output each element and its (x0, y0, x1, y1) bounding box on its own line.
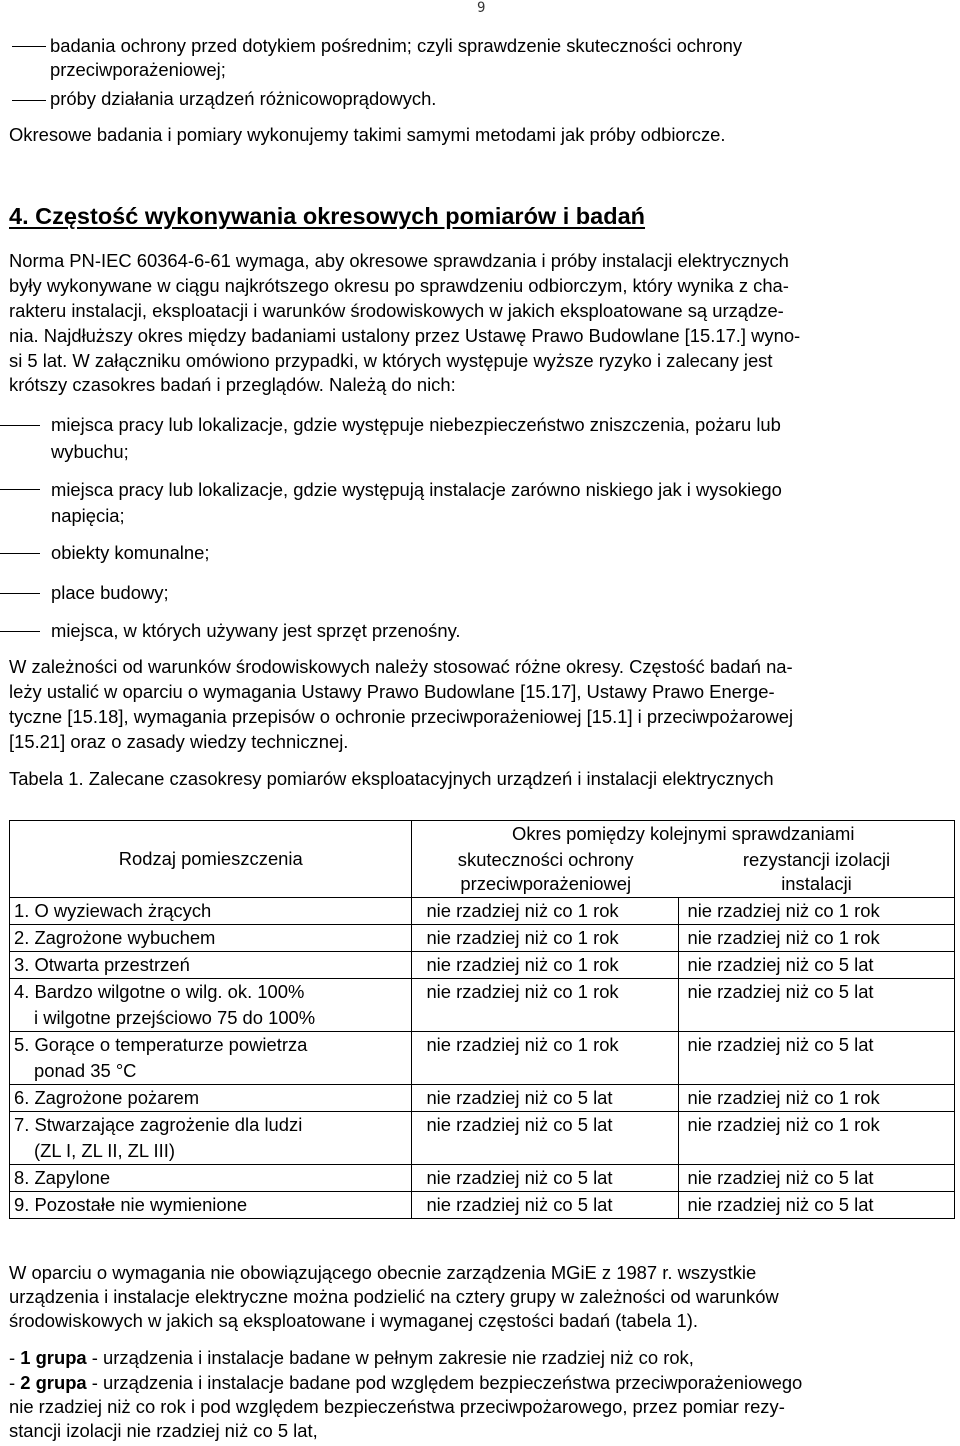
cell-insulation-interval: nie rzadziej niż co 1 rok (679, 925, 955, 952)
paragraph2-line: tyczne [15.18], wymagania przepisów o ochronie przeciwporażeniowej [15.1] i przeciwpożarowej (9, 706, 794, 727)
cell-room-type-line: 9. Pozostałe nie wymienione (14, 1194, 248, 1215)
table-row (10, 1112, 955, 1165)
dash-bullet (12, 100, 46, 101)
group-2-line (9, 1372, 802, 1394)
list-item-3: obiekty komunalne; (51, 542, 210, 563)
dash-bullet (12, 46, 46, 47)
header-interval-group: Okres pomiędzy kolejnymi sprawdzaniami (412, 821, 955, 848)
dash-bullet (0, 593, 40, 594)
cell-room-type (10, 1032, 412, 1085)
intro-sentence: Okresowe badania i pomiary wykonujemy takimi samymi metodami jak próby odbiorcze. (9, 124, 726, 145)
cell-shock-protection-interval: nie rzadziej niż co 1 rok (412, 898, 679, 925)
cell-shock-protection-interval: nie rzadziej niż co 1 rok (412, 979, 679, 1032)
paragraph-line: krótszy czasokres badań i przeglądów. Należą do nich: (9, 374, 456, 395)
header-insulation-resistance (679, 848, 955, 898)
closing-line: W oparciu o wymagania nie obowiązującego obecnie zarządzenia MGiE z 1987 r. wszystkie (9, 1262, 757, 1283)
header-insulation-line-1: rezystancji izolacji (742, 849, 891, 871)
cell-shock-protection-interval: nie rzadziej niż co 5 lat (412, 1192, 679, 1219)
cell-room-type (10, 1112, 412, 1165)
table-row (10, 898, 955, 925)
paragraph-line: si 5 lat. W załączniku omówiono przypadki, w których występuje wyższe ryzyko i zalecany jest (9, 350, 773, 371)
table-caption: Tabela 1. Zalecane czasokresy pomiarów eksploatacyjnych urządzeń i instalacji elektrycznych (9, 768, 774, 789)
paragraph-line: były wykonywane w ciągu najkrótszego okresu po sprawdzeniu odbiorczym, który wynika z cha- (9, 275, 789, 296)
group-2-continuation: stancji izolacji nie rzadziej niż co 5 lat, (9, 1420, 318, 1441)
cell-insulation-interval: nie rzadziej niż co 1 rok (679, 898, 955, 925)
section-heading: 4. Częstość wykonywania okresowych pomiarów i badań (9, 203, 646, 229)
dash-bullet (0, 489, 40, 490)
paragraph-line: Norma PN-IEC 60364-6-61 wymaga, aby okresowe sprawdzania i próby instalacji elektrycznych (9, 250, 789, 271)
group-1-label: 1 grupa (20, 1347, 87, 1368)
cell-insulation-interval: nie rzadziej niż co 5 lat (679, 1032, 955, 1085)
cell-shock-protection-interval: nie rzadziej niż co 5 lat (412, 1085, 679, 1112)
cell-insulation-interval: nie rzadziej niż co 5 lat (679, 1165, 955, 1192)
header-shock-protection (412, 848, 679, 898)
header-room-type: Rodzaj pomieszczenia (10, 821, 412, 898)
cell-room-type (10, 1192, 412, 1219)
list-item-4: place budowy; (51, 582, 169, 603)
cell-room-type-line: ponad 35 °C (34, 1060, 137, 1081)
table-row (10, 952, 955, 979)
cell-room-type (10, 1085, 412, 1112)
closing-line: środowiskowych w jakich są eksploatowane i wymaganej częstości badań (tabela 1). (9, 1310, 698, 1331)
table-row (10, 1192, 955, 1219)
intro-bullet-1-line-1: badania ochrony przed dotykiem pośrednim; czyli sprawdzenie skuteczności ochrony (50, 35, 743, 56)
group-1-line (9, 1347, 694, 1369)
cell-shock-protection-interval: nie rzadziej niż co 1 rok (412, 925, 679, 952)
cell-insulation-interval: nie rzadziej niż co 1 rok (679, 1112, 955, 1165)
header-insulation-line-2: instalacji (781, 873, 852, 895)
list-item-5: miejsca, w których używany jest sprzęt przenośny. (51, 620, 461, 641)
header-shock-protection-line-2: przeciwporażeniowej (460, 873, 632, 895)
cell-shock-protection-interval: nie rzadziej niż co 5 lat (412, 1165, 679, 1192)
group-1-prefix: - (9, 1347, 21, 1368)
cell-shock-protection-interval: nie rzadziej niż co 1 rok (412, 952, 679, 979)
intro-bullet-1-line-2: przeciwporażeniowej; (50, 59, 226, 80)
paragraph2-line: leży ustalić w oparciu o wymagania Ustawy Prawo Budowlane [15.17], Ustawy Prawo Energe- (9, 681, 775, 702)
group-2-text: - urządzenia i instalacje badane pod względem bezpieczeństwa przeciwporażeniowego (86, 1372, 803, 1393)
table-row (10, 979, 955, 1032)
dash-bullet (0, 631, 40, 632)
table-row (10, 925, 955, 952)
group-2-continuation: nie rzadziej niż co rok i pod względem bezpieczeństwa przeciwpożarowego, przez pomiar rezy- (9, 1396, 785, 1417)
cell-room-type-line: 1. O wyziewach żrących (14, 900, 212, 921)
cell-room-type-line: 5. Gorące o temperaturze powietrza (14, 1034, 308, 1055)
intervals-table (9, 820, 955, 1219)
cell-insulation-interval: nie rzadziej niż co 1 rok (679, 1085, 955, 1112)
group-2-label: 2 grupa (20, 1372, 87, 1393)
list-item-1-line-2: wybuchu; (51, 441, 129, 462)
dash-bullet (0, 425, 40, 426)
list-item-2-line-1: miejsca pracy lub lokalizacje, gdzie występują instalacje zarówno niskiego jak i wysokiego (51, 479, 782, 500)
table-row (10, 1032, 955, 1085)
cell-room-type-line: 8. Zapylone (14, 1167, 111, 1188)
intro-bullet-2-line-1: próby działania urządzeń różnicowoprądowych. (50, 88, 437, 109)
group-2-prefix: - (9, 1372, 21, 1393)
closing-line: urządzenia i instalacje elektryczne można podzielić na cztery grupy w zależności od warunków (9, 1286, 779, 1307)
cell-insulation-interval: nie rzadziej niż co 5 lat (679, 1192, 955, 1219)
list-item-1-line-1: miejsca pracy lub lokalizacje, gdzie występuje niebezpieczeństwo zniszczenia, pożaru lub (51, 414, 781, 435)
group-1-text: - urządzenia i instalacje badane w pełnym zakresie nie rzadziej niż co rok, (86, 1347, 694, 1368)
list-item-2-line-2: napięcia; (51, 505, 125, 526)
cell-room-type-line: 6. Zagrożone pożarem (14, 1087, 200, 1108)
cell-room-type-line: i wilgotne przejściowo 75 do 100% (34, 1007, 316, 1028)
cell-room-type (10, 979, 412, 1032)
cell-insulation-interval: nie rzadziej niż co 5 lat (679, 952, 955, 979)
cell-shock-protection-interval: nie rzadziej niż co 1 rok (412, 1032, 679, 1085)
table-row (10, 1165, 955, 1192)
cell-room-type (10, 1165, 412, 1192)
paragraph-line: rakteru instalacji, eksploatacji i warunków środowiskowych w jakich eksploatowane są urządze- (9, 300, 784, 321)
paragraph2-line: [15.21] oraz o zasady wiedzy technicznej. (9, 731, 349, 752)
header-shock-protection-line-1: skuteczności ochrony (457, 849, 634, 871)
cell-shock-protection-interval: nie rzadziej niż co 5 lat (412, 1112, 679, 1165)
cell-room-type-line: 3. Otwarta przestrzeń (14, 954, 190, 975)
cell-room-type-line: 7. Stwarzające zagrożenie dla ludzi (14, 1114, 303, 1135)
cell-room-type (10, 952, 412, 979)
dash-bullet (0, 553, 40, 554)
cell-room-type (10, 898, 412, 925)
cell-room-type-line: (ZL I, ZL II, ZL III) (34, 1140, 176, 1161)
page-number: 9 (477, 0, 486, 16)
cell-insulation-interval: nie rzadziej niż co 5 lat (679, 979, 955, 1032)
cell-room-type (10, 925, 412, 952)
cell-room-type-line: 2. Zagrożone wybuchem (14, 927, 216, 948)
paragraph-line: nia. Najdłuższy okres między badaniami ustalony przez Ustawę Prawo Budowlane [15.17.] wyno- (9, 325, 801, 346)
cell-room-type-line: 4. Bardzo wilgotne o wilg. ok. 100% (14, 981, 305, 1002)
table-row (10, 1085, 955, 1112)
paragraph2-line: W zależności od warunków środowiskowych należy stosować różne okresy. Częstość badań na- (9, 656, 793, 677)
